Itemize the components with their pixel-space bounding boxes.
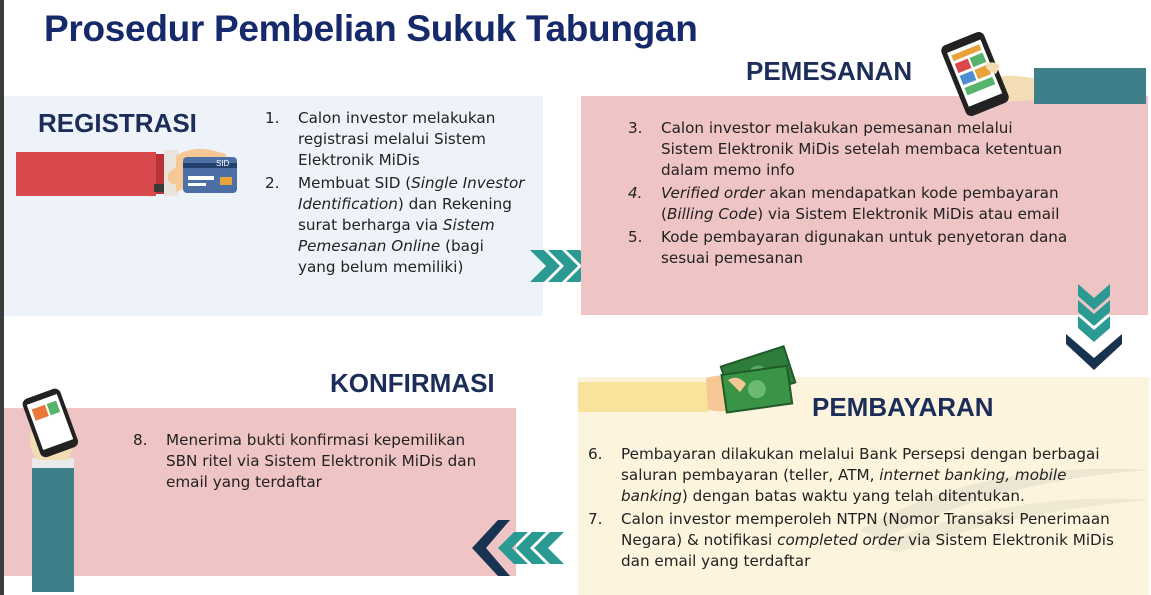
hand-card-icon xyxy=(16,144,241,204)
sid-card-label: SID xyxy=(216,159,230,168)
registrasi-step xyxy=(265,108,525,171)
arrow-down-icon xyxy=(1066,284,1122,370)
page-title: Prosedur Pembelian Sukuk Tabungan xyxy=(44,8,698,49)
step-text: Calon investor melakukan pemesanan melalui Sistem Elektronik MiDis setelah membaca ketentuan dalam memo info xyxy=(661,119,1063,179)
step-number: 7. xyxy=(588,510,603,528)
pemesanan-heading: PEMESANAN xyxy=(746,56,913,86)
registrasi-heading: REGISTRASI xyxy=(38,108,197,138)
hand-money-icon xyxy=(578,344,798,420)
step-number: 4. xyxy=(628,184,643,202)
step-text: Pembayaran dilakukan melalui Bank Persepsi dengan berbagai saluran pembayaran (teller, ATM, internet banking, mobile banking) dengan batas waktu yang telah ditentukan. xyxy=(621,445,1100,505)
step-number: 8. xyxy=(133,431,148,449)
step-text: Kode pembayaran digunakan untuk penyetoran dana sesuai pemesanan xyxy=(661,228,1068,267)
pemesanan-step xyxy=(628,118,1068,181)
step-number: 2. xyxy=(265,174,280,192)
pemesanan-list xyxy=(628,118,1068,271)
step-number: 3. xyxy=(628,119,643,137)
pembayaran-step xyxy=(588,509,1133,572)
konfirmasi-heading: KONFIRMASI xyxy=(330,368,495,398)
konfirmasi-step xyxy=(133,430,493,493)
step-text: Menerima bukti konfirmasi kepemilikan SBN ritel via Sistem Elektronik MiDis dan email yang terdaftar xyxy=(166,431,477,491)
pemesanan-step xyxy=(628,183,1068,225)
hand-phone-icon xyxy=(930,34,1150,114)
pembayaran-step xyxy=(588,444,1133,507)
registrasi-step xyxy=(265,173,525,278)
registrasi-list xyxy=(265,108,525,280)
step-text: Verified order akan mendapatkan kode pembayaran (Billing Code) via Sistem Elektronik MiDis atau email xyxy=(661,184,1060,223)
step-number: 6. xyxy=(588,445,603,463)
arrow-left-icon xyxy=(472,520,567,576)
pembayaran-list xyxy=(588,444,1133,574)
step-text: Calon investor melakukan registrasi melalui Sistem Elektronik MiDis xyxy=(298,109,496,169)
hand-phone-confirm-icon xyxy=(10,392,105,592)
pemesanan-step xyxy=(628,227,1068,269)
pembayaran-heading: PEMBAYARAN xyxy=(812,392,994,422)
step-text: Calon investor memperoleh NTPN (Nomor Transaksi Penerimaan Negara) & notifikasi completed order via Sistem Elektronik MiDis dan email yang terdaftar xyxy=(621,510,1114,570)
step-number: 1. xyxy=(265,109,280,127)
step-text: Membuat SID (Single Investor Identification) dan Rekening surat berharga via Sistem Pemesanan Online (bagi yang belum memiliki) xyxy=(298,174,525,276)
konfirmasi-list xyxy=(133,430,493,495)
step-number: 5. xyxy=(628,228,643,246)
